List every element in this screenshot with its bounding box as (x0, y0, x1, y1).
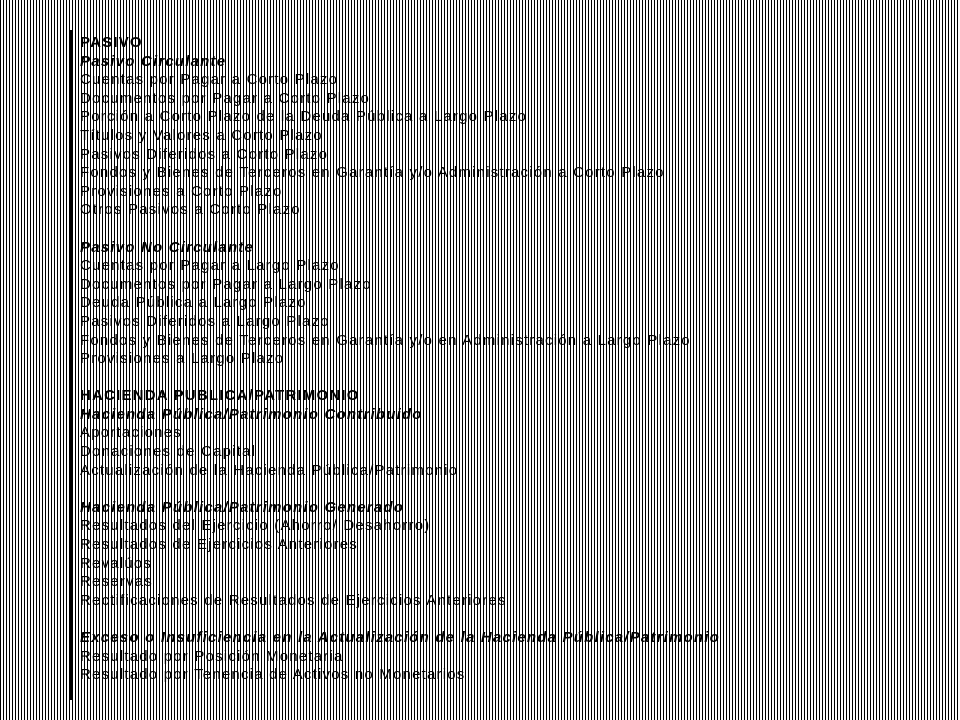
list-item: Fondos y Bienes de Terceros en Garantía y/o en Administración a Largo Plazo (80, 331, 691, 349)
section-title-pasivo: PASIVO (80, 34, 143, 51)
list-item: Resultados del Ejercicio (Ahorro/ Desahorro) (80, 517, 431, 535)
list-item: Rectificaciones de Resultados de Ejercicios Anteriores (80, 591, 507, 609)
list-item: Actualización de la Hacienda Pública/Patrimonio (80, 461, 459, 479)
left-margin-rule (70, 30, 72, 700)
list-item: Títulos y Valores a Corto Plazo (80, 126, 323, 144)
list-item: Pasivos Diferidos a Corto Plazo (80, 145, 329, 163)
list-item: Pasivos Diferidos a Largo Plazo (80, 312, 330, 330)
list-item: Deuda Pública a Largo Plazo (80, 294, 307, 312)
list-item: Otros Pasivos a Corto Plazo (80, 201, 301, 219)
list-item: Resultado por Posición Monetaria (80, 647, 344, 665)
list-item: Porción a Corto Plazo de la Deuda Pública a Largo Plazo (80, 108, 528, 126)
section-title-hacienda: HACIENDA PUBLICA/PATRIMONIO (80, 387, 360, 405)
list-item: Cuentas por Pagar a Largo Plazo (80, 257, 340, 275)
subsection-title-pasivo-no-circulante: Pasivo No Circulante (80, 238, 255, 256)
spacer (80, 369, 958, 388)
list-item: Resultado por Tenencia de Activos no Monetarios (80, 666, 466, 684)
subsection-title-exceso-insuficiencia: Exceso o Insuficiencia en la Actualización de la Hacienda Pública/Patrimonio (80, 629, 720, 646)
account-catalog (80, 34, 958, 685)
list-item: Revalúos (80, 554, 153, 572)
spacer (80, 610, 958, 629)
spacer (80, 220, 958, 239)
list-item: Documentos por Pagar a Largo Plazo (80, 275, 372, 293)
subsection-title-patrimonio-contribuido: Hacienda Pública/Patrimonio Contribuido (80, 405, 423, 423)
list-item: Fondos y Bienes de Terceros en Garantía y/o Administración a Corto Plazo (80, 164, 665, 182)
subsection-title-patrimonio-generado: Hacienda Pública/Patrimonio Generado (80, 498, 405, 516)
list-item: Cuentas por Pagar a Corto Plazo (80, 71, 339, 89)
list-item: Provisiones a Corto Plazo (80, 182, 283, 200)
list-item: Provisiones a Largo Plazo (80, 350, 285, 368)
spacer (80, 480, 958, 499)
subsection-title-pasivo-circulante: Pasivo Circulante (80, 52, 227, 70)
list-item: Reservas (80, 573, 153, 591)
list-item: Aportaciones (80, 424, 182, 442)
list-item: Resultados de Ejercicios Anteriores (80, 536, 358, 554)
list-item: Documentos por Pagar a Corto Plazo (80, 89, 371, 107)
list-item: Donaciones de Capital (80, 443, 257, 461)
